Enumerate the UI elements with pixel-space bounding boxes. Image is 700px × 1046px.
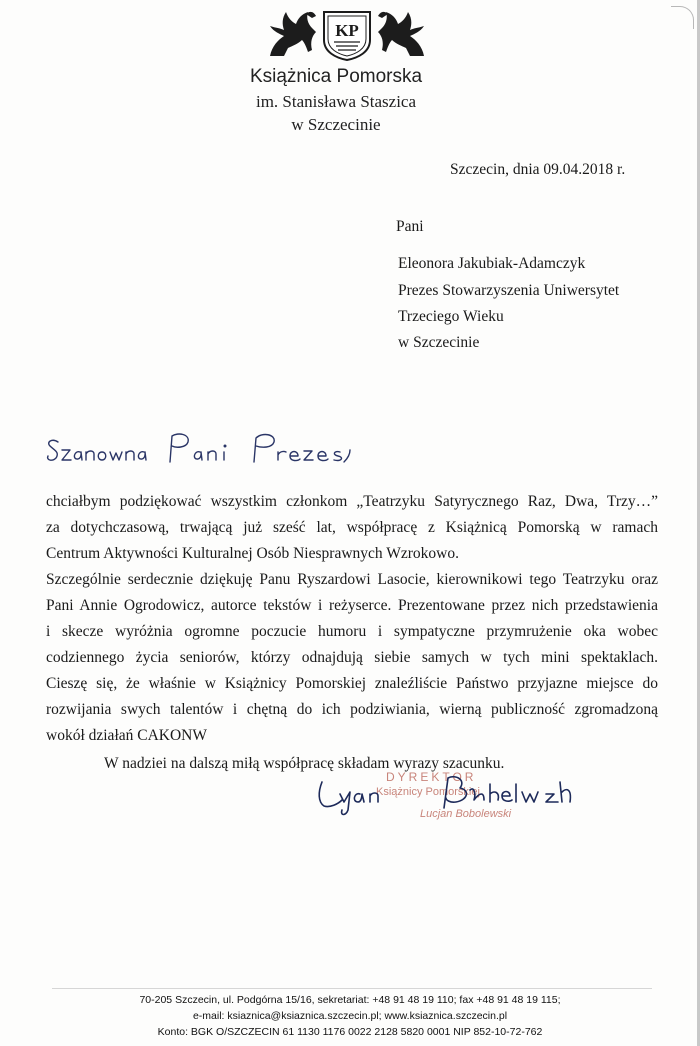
body-line-8: Cieszę się, że właśnie w Książnicy Pomorskiej znaleźliście Państwo przyjazne miejsce do (46, 675, 658, 692)
body-line-4: Szczególnie serdecznie dziękuję Panu Ryszardowi Lasocie, kierownikowi tego Teatrzyku oraz (46, 571, 658, 588)
page-corner-mark (671, 6, 694, 29)
body-line-3: Centrum Aktywności Kulturalnej Osób Niesprawnych Wzrokowo. (46, 545, 459, 562)
handwritten-salutation (44, 428, 364, 476)
closing-line: W nadziei na dalszą miłą współpracę składam wyrazy szacunku. (104, 755, 505, 772)
logo-text: KP (335, 21, 359, 40)
body-line-6: i skecze wyróżnia ogromne poczucie humoru i sympatyczne przymrużenie oka wobec (46, 623, 658, 640)
library-city: w Szczecinie (291, 115, 381, 134)
recipient-name: Eleonora Jakubiak-Adamczyk (398, 255, 586, 272)
footer-divider (52, 988, 652, 989)
library-subtitle: im. Stanisława Staszica (255, 92, 417, 111)
stamp-institution: Książnicy Pomorskiej (376, 786, 480, 798)
recipient-organization: Trzeciego Wieku (398, 308, 504, 325)
body-line-10: wokół działań CAKONW (46, 727, 207, 744)
body-line-2: za dotychczasową, trwającą już sześć lat, współpracę z Książnicą Pomorską w ramach (46, 519, 658, 536)
body-line-7: codziennego życia seniorów, którzy odnajdują siebie samych w tych mini spektaklach. (46, 649, 658, 666)
footer-address: 70-205 Szczecin, ul. Podgórna 15/16, sekretariat: +48 91 48 19 110; fax +48 91 48 19 115; (139, 994, 561, 1006)
body-line-9: rozwijania swych talentów i chętną do ich podziwiania, wierną publiczność zgromadzoną (46, 701, 658, 718)
footer-bank: Konto: BGK O/SZCZECIN 61 1130 1176 0022 2128 5820 0001 NIP 852-10-72-762 (157, 1026, 543, 1038)
library-emblem-logo (262, 6, 432, 62)
footer-contact: e-mail: ksiaznica@ksiaznica.szczecin.pl; www.ksiaznica.szczecin.pl (192, 1010, 508, 1022)
recipient-title: Pani (396, 218, 424, 235)
recipient-city: w Szczecinie (398, 334, 480, 351)
handwritten-signature (314, 772, 586, 820)
stamp-name: Lucjan Bobolewski (420, 808, 512, 820)
letter-date: Szczecin, dnia 09.04.2018 r. (450, 161, 626, 178)
body-line-1: chciałbym podziękować wszystkim członkom „Teatrzyku Satyrycznego Raz, Dwa, Trzy…” (46, 493, 658, 510)
body-line-5: Pani Annie Ogrodowicz, autorce tekstów i reżyserce. Prezentowane przez nich przedstawienia (46, 597, 658, 614)
library-name: Książnica Pomorska (249, 66, 423, 87)
stamp-title: DYREKTOR (386, 770, 477, 784)
recipient-position: Prezes Stowarzyszenia Uniwersytet (398, 282, 620, 299)
